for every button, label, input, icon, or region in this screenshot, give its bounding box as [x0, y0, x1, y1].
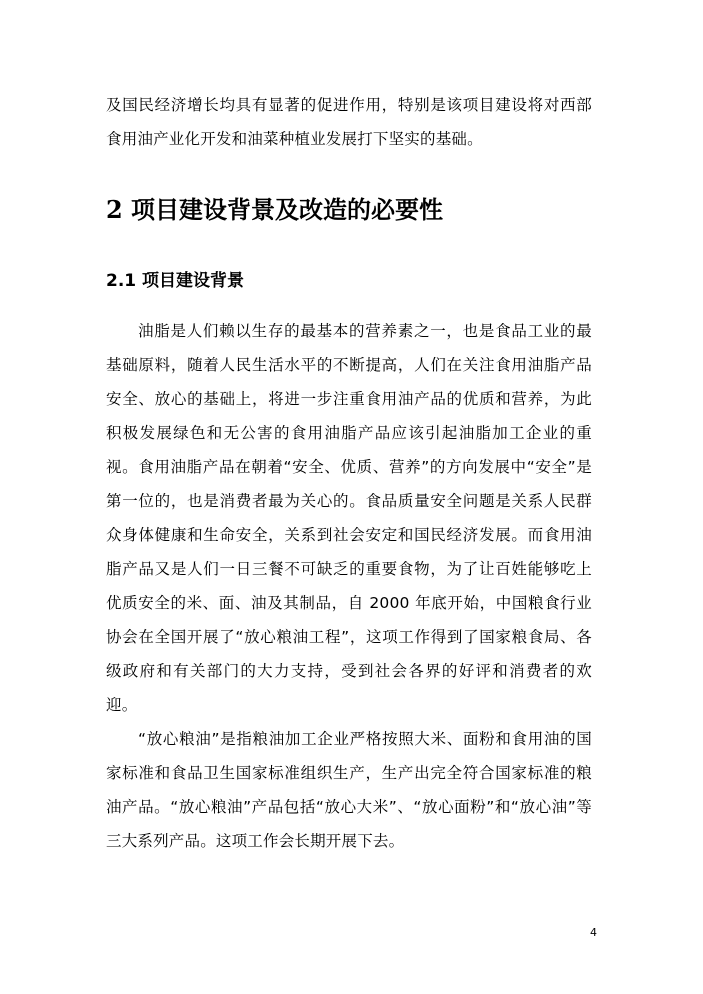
page-number: 4 [590, 926, 597, 939]
intro-paragraph: 及国民经济增长均具有显著的促进作用，特别是该项目建设将对西部食用油产业化开发和油菜种植业发展打下坚实的基础。 [106, 96, 592, 148]
background-paragraph-2: “放心粮油”是指粮油加工企业严格按照大米、面粉和食用油的国家标准和食品卫生国家标准组织生产，生产出完全符合国家标准的粮油产品。“放心粮油”产品包括“放心大米”、“放心面粉”和“放心油”等三大系列产品。这项工作会长期开展下去。 [106, 730, 592, 850]
subsection-heading: 2.1 项目建设背景 [106, 271, 245, 291]
background-paragraph-1: 油脂是人们赖以生存的最基本的营养素之一，也是食品工业的最基础原料，随着人民生活水平的不断提高，人们在关注食用油脂产品安全、放心的基础上，将进一步注重食用油产品的优质和营养，为此积极发展绿色和无公害的食用油脂产品应该引起油脂加工企业的重视。食用油脂产品在朝着“安全、优质、营养”的方向发展中“安全”是第一位的，也是消费者最为关心的。食品质量安全问题是关系人民群众身体健康和生命安全，关系到社会安定和国民经济发展。而食用油脂产品又是人们一日三餐不可缺乏的重要食物，为了让百姓能够吃上优质安全的米、面、油及其制品，自 2000 年底开始，中国粮食行业协会在全国开展了“放心粮油工程”，这项工作得到了国家粮食局、各级政府和有关部门的大力支持，受到社会各界的好评和消费者的欢迎。 [106, 322, 592, 714]
section-heading: 2 项目建设背景及改造的必要性 [106, 195, 444, 224]
page-content [106, 88, 592, 858]
